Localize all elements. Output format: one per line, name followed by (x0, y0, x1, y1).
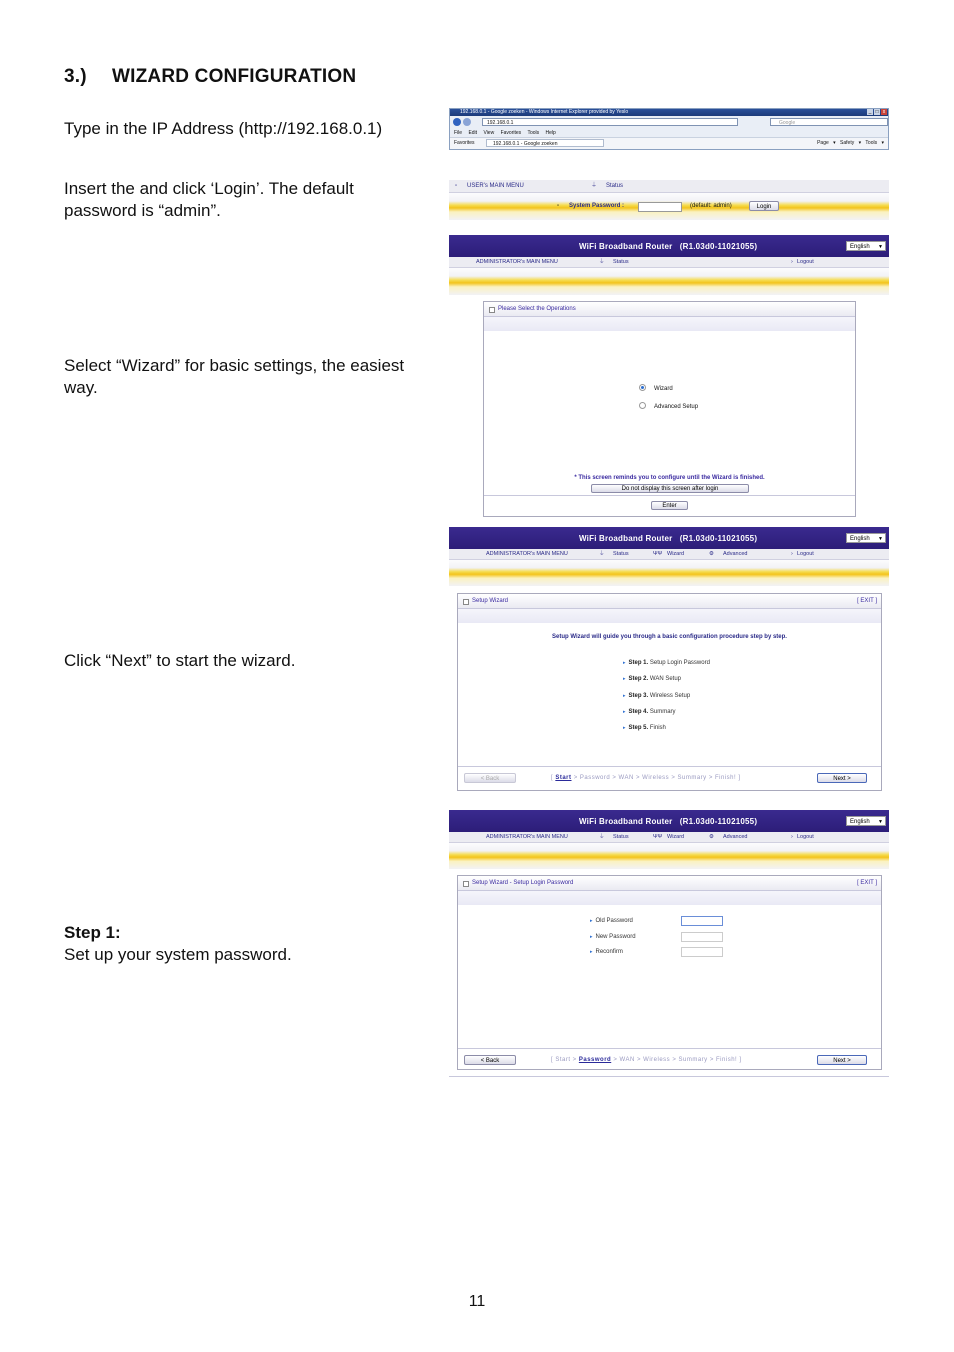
favorites-button[interactable]: Favorites (454, 140, 475, 146)
menu-advanced[interactable]: Advanced (723, 551, 748, 557)
step-item: ▸ Step 2. WAN Setup (623, 676, 681, 682)
wizard-breadcrumb: [ Start > Password > WAN > Wireless > Summary > Finish! ] (551, 1057, 742, 1063)
language-select[interactable]: English ▼ (846, 241, 886, 251)
menu-status[interactable]: Status (613, 834, 629, 840)
password-box-icon: ▫ (557, 203, 560, 209)
router-header-wizard (449, 527, 889, 586)
router-header-step1 (449, 810, 889, 869)
menu-status[interactable]: Status (613, 259, 629, 265)
setup-wizard-card (457, 593, 882, 791)
old-password-label: ▸ Old Password (590, 918, 633, 924)
enter-button[interactable]: Enter (651, 501, 688, 510)
user-main-menu[interactable]: USER's MAIN MENU (467, 183, 524, 189)
wizard-breadcrumb: [ Start > Password > WAN > Wireless > Summary > Finish! ] (551, 775, 741, 781)
logout-arrow-icon: › (791, 259, 793, 265)
chevron-down-icon: ▼ (878, 536, 883, 542)
radio-icon (639, 402, 646, 409)
admin-main-menu[interactable]: ADMINISTRATOR's MAIN MENU (486, 551, 568, 557)
wizard-intro: Setup Wizard will guide you through a basic configuration procedure step by step. (552, 634, 787, 640)
chevron-down-icon: ▼ (878, 819, 883, 825)
triangle-right-icon: ▸ (590, 934, 593, 940)
router-version: (R1.03d0-11021055) (679, 242, 758, 251)
triangle-right-icon: ▸ (623, 660, 626, 666)
option-advanced[interactable]: Advanced Setup (639, 401, 698, 410)
triangle-right-icon: ▸ (623, 709, 626, 715)
new-password-label: ▸ New Password (590, 934, 636, 940)
step-item: ▸ Step 3. Wireless Setup (623, 693, 691, 699)
section-title: WIZARD CONFIGURATION (112, 66, 357, 87)
exit-link[interactable]: [ EXIT ] (857, 598, 877, 604)
router-version: (R1.03d0-11021055) (679, 817, 758, 826)
browser-tools[interactable]: Page ▾ Safety ▾ Tools ▾ (817, 140, 884, 146)
back-button[interactable]: < Back (464, 773, 516, 783)
exit-link[interactable]: [ EXIT ] (857, 880, 877, 886)
option-wizard[interactable]: Wizard (639, 383, 673, 392)
menu-box-icon: ▫ (455, 183, 458, 189)
address-bar[interactable]: 192.168.0.1 (482, 118, 738, 126)
router-title: WiFi Broadband Router (579, 242, 673, 251)
next-button[interactable]: Next > (817, 773, 867, 783)
status-link[interactable]: Status (606, 183, 624, 189)
radio-selected-icon (639, 384, 646, 391)
instruction-login: Insert the and click ‘Login’. The default password is “admin”. (64, 179, 354, 220)
search-box[interactable]: Google (770, 118, 888, 126)
router-title: WiFi Broadband Router (579, 534, 673, 543)
step-item: ▸ Step 4. Summary (623, 709, 676, 715)
browser-screenshot (449, 108, 889, 150)
forward-icon[interactable] (463, 118, 471, 126)
back-icon[interactable] (453, 118, 461, 126)
router-header-ops (449, 235, 889, 295)
login-panel (449, 180, 889, 219)
chevron-down-icon: ▼ (878, 244, 883, 250)
menu-wizard[interactable]: Wizard (667, 551, 685, 557)
admin-main-menu[interactable]: ADMINISTRATOR's MAIN MENU (476, 259, 558, 265)
page-number: 11 (468, 1293, 486, 1310)
logout-arrow-icon: › (791, 551, 793, 557)
login-button[interactable]: Login (749, 201, 779, 211)
step-item: ▸ Step 5. Finish (623, 725, 666, 731)
step-item: ▸ Step 1. Setup Login Password (623, 660, 710, 666)
operations-card (483, 301, 856, 517)
close-icon[interactable]: x (882, 109, 886, 115)
browser-titlebar (450, 109, 888, 116)
browser-tab[interactable]: 192.168.0.1 - Google zoeken (486, 139, 604, 147)
logout-arrow-icon: › (791, 834, 793, 840)
status-icon: ⏚ (599, 259, 605, 265)
language-select[interactable]: English ▼ (846, 816, 886, 826)
advanced-icon: ⚙ (709, 834, 714, 840)
crumb-password[interactable]: Password (578, 1057, 612, 1063)
triangle-right-icon: ▸ (590, 949, 593, 955)
triangle-right-icon: ▸ (623, 693, 626, 699)
setup-wizard-header: Setup Wizard (472, 598, 509, 604)
language-select[interactable]: English ▼ (846, 533, 886, 543)
back-button[interactable]: < Back (464, 1055, 516, 1065)
password-step-header: Setup Wizard - Setup Login Password (472, 880, 574, 886)
next-button[interactable]: Next > (817, 1055, 867, 1065)
browser-title: 192.168.0.1 - Google zoeken - Windows Internet Explorer provided by Yeslo (460, 109, 629, 115)
password-step-card (457, 875, 882, 1070)
reconfirm-label: ▸ Reconfirm (590, 949, 623, 955)
password-label: System Password : (569, 203, 625, 209)
router-title: WiFi Broadband Router (579, 817, 673, 826)
menu-logout[interactable]: Logout (797, 551, 814, 557)
menu-wizard[interactable]: Wizard (667, 834, 685, 840)
step1-title: Step 1: (64, 923, 121, 942)
admin-main-menu[interactable]: ADMINISTRATOR's MAIN MENU (486, 834, 568, 840)
instruction-next: Click “Next” to start the wizard. (64, 651, 296, 670)
section-number: 3.) (64, 66, 87, 87)
instruction-ip: Type in the IP Address (http://192.168.0.1) (64, 119, 383, 138)
status-icon: ⏚ (599, 551, 605, 557)
menu-logout[interactable]: Logout (797, 259, 814, 265)
browser-menu[interactable]: File Edit View Favorites Tools Help (454, 130, 556, 136)
reconfirm-input[interactable] (681, 947, 723, 957)
triangle-right-icon: ▸ (623, 676, 626, 682)
minimize-icon[interactable]: _ (868, 109, 872, 115)
operations-header: Please Select the Operations (498, 306, 576, 312)
crumb-start[interactable]: Start (555, 775, 572, 781)
instruction-wizard-select: Select “Wizard” for basic settings, the easiest way. (64, 356, 405, 397)
old-password-input[interactable] (681, 916, 723, 926)
step1-text: Set up your system password. (64, 945, 292, 964)
password-input[interactable] (638, 202, 682, 212)
new-password-input[interactable] (681, 932, 723, 942)
wizard-icon: ΨΨ (653, 834, 663, 840)
dont-display-button[interactable]: Do not display this screen after login (591, 484, 749, 493)
menu-logout[interactable]: Logout (797, 834, 814, 840)
menu-advanced[interactable]: Advanced (723, 834, 748, 840)
router-version: (R1.03d0-11021055) (679, 534, 758, 543)
reminder-text: * This screen reminds you to configure until the Wizard is finished. (574, 475, 765, 481)
status-icon: ⏚ (591, 183, 598, 189)
triangle-right-icon: ▸ (623, 725, 626, 731)
menu-status[interactable]: Status (613, 551, 629, 557)
wizard-icon: ΨΨ (653, 551, 663, 557)
default-hint: (default: admin) (690, 203, 732, 209)
triangle-right-icon: ▸ (590, 918, 593, 924)
advanced-icon: ⚙ (709, 551, 714, 557)
status-icon: ⏚ (599, 834, 605, 840)
section-heading (64, 66, 356, 88)
maximize-icon[interactable]: □ (875, 109, 879, 115)
